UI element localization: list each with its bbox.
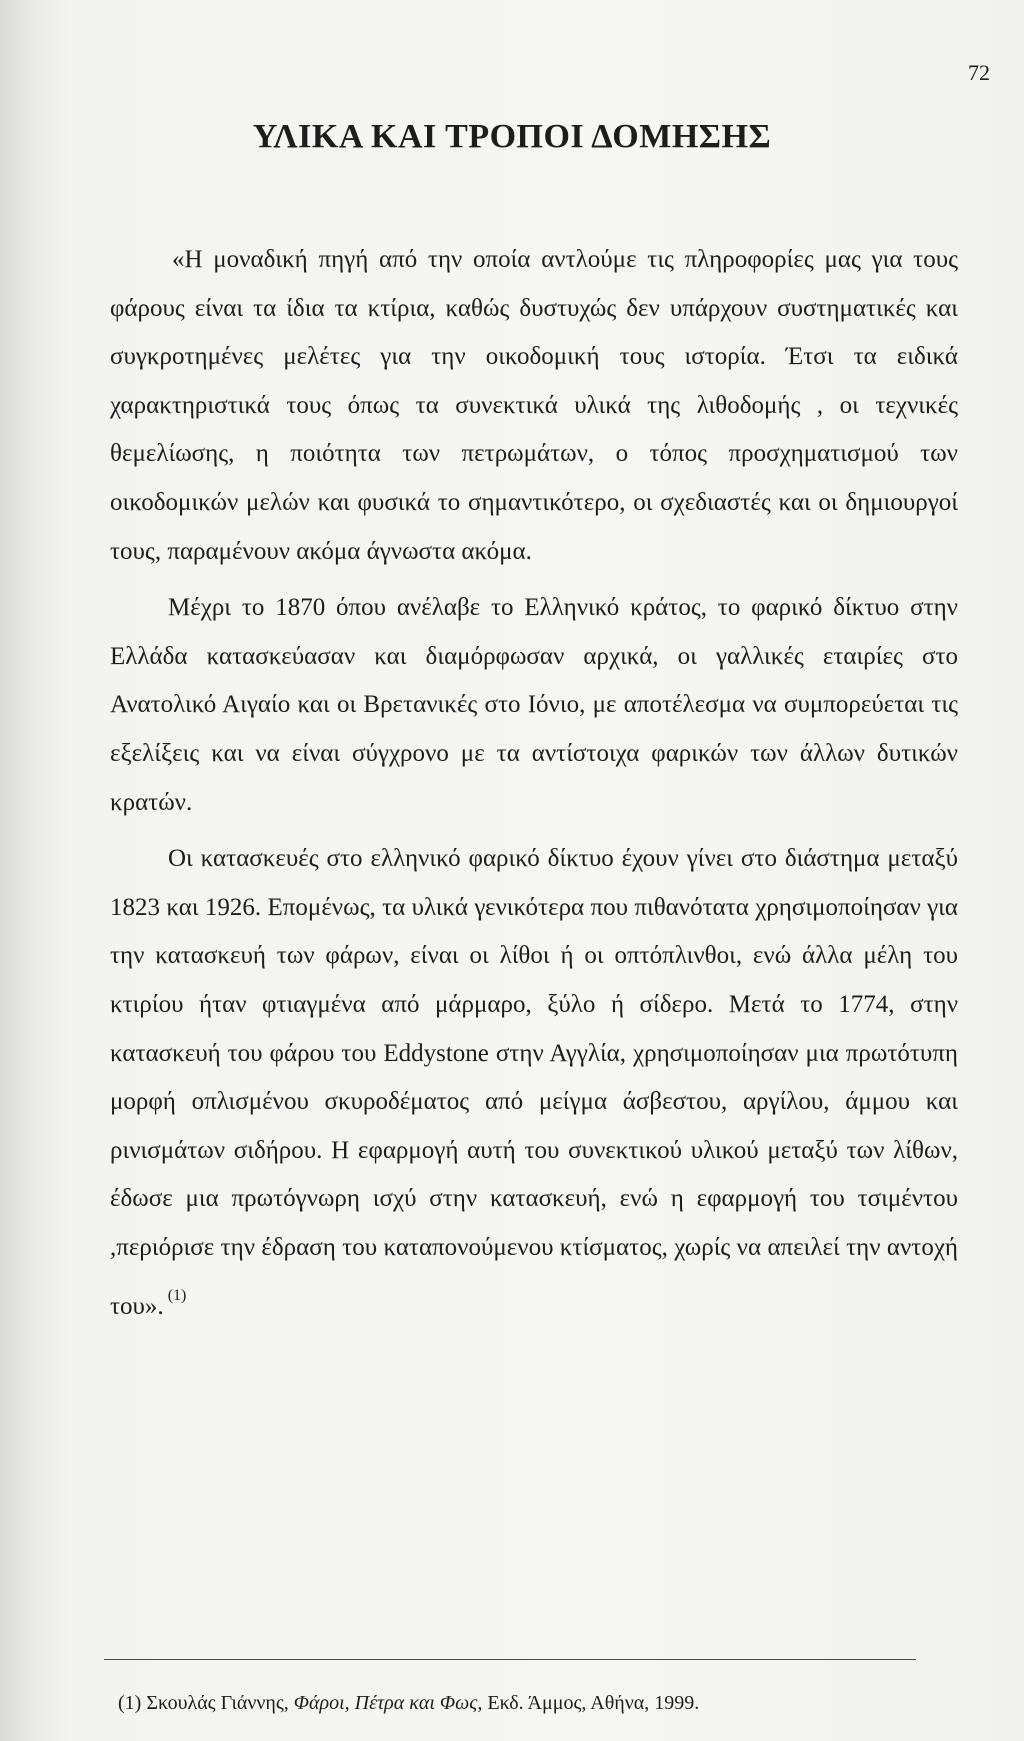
footnote-publisher: Εκδ. Άμμος, Αθήνα, 1999. [487, 1692, 700, 1714]
footnote-author: Σκουλάς Γιάννης, [146, 1692, 289, 1714]
paragraph-2: Μέχρι το 1870 όπου ανέλαβε το Ελληνικό κράτος, το φαρικό δίκτυο στην Ελλάδα κατασκεύασαν και διαμόρφωσαν αρχικά, οι γαλλικές εταιρίες στο Ανατολικό Αιγαίο και οι Βρετανικές στο Ιόνιο, με αποτέλεσμα να συμπορεύεται τις εξελίξεις και να είναι σύγχρονο με τα αντίστοιχα φαρικών των άλλων δυτικών κρατών. [110, 594, 958, 816]
footnote [118, 1691, 938, 1715]
paragraph-1: «Η μοναδική πηγή από την οποία αντλούμε τις πληροφορίες μας για τους φάρους είναι τα ίδια τα κτίρια, καθώς δυστυχώς δεν υπάρχουν συστηματικές και συγκροτημένες μελέτες για την οικοδομική τους ιστορία. Έτσι τα ειδικά χαρακτηριστικά τους όπως τα συνεκτικά υλικά της λιθοδομής , οι τεχνικές θεμελίωσης, η ποιότητα των πετρωμάτων, ο τόπος προσχηματισμού των οικοδομικών μελών και φυσικά το σημαντικότερο, οι σχεδιαστές και οι δημιουργοί τους, παραμένουν ακόμα άγνωστα ακόμα. [110, 246, 958, 565]
body-text [110, 236, 958, 1340]
section-title: ΥΛΙΚΑ ΚΑΙ ΤΡΟΠΟΙ ΔΟΜΗΣΗΣ [252, 118, 772, 155]
page-number: 72 [968, 60, 990, 85]
footnote-title: Φάροι, Πέτρα και Φως, [293, 1692, 483, 1714]
paragraph-3 [110, 835, 958, 1332]
footnote-separator [104, 1659, 916, 1660]
footnote-marker: (1) [118, 1692, 142, 1714]
paragraph-3-text: Οι κατασκευές στο ελληνικό φαρικό δίκτυο έχουν γίνει στο διάστημα μεταξύ 1823 και 1926. Επομένως, τα υλικά γενικότερα που πιθανότατα χρησιμοποίησαν για την κατασκευή των φάρων, είναι οι λίθοι ή οι οπτόπλινθοι, ενώ άλλα μέλη του κτιρίου ήταν φτιαγμένα από μάρμαρο, ξύλο ή σίδερο. Μετά το 1774, στην κατασκευή του φάρου του Eddystone στην Αγγλία, χρησιμοποίησαν μια πρωτότυπη μορφή οπλισμένου σκυροδέματος από μείγμα άσβεστου, αργίλου, άμμου και ρινισμάτων σιδήρου. Η εφαρμογή αυτή του συνεκτικού υλικού μεταξύ των λίθων, έδωσε μια πρωτόγνωρη ισχύ στην κατασκευή, ενώ η εφαρμογή του τσιμέντου ,περιόρισε την έδραση του καταπονούμενου κτίσματος, χωρίς να απειλεί την αντοχή του». [110, 845, 958, 1321]
footnote-reference: (1) [167, 1287, 187, 1305]
